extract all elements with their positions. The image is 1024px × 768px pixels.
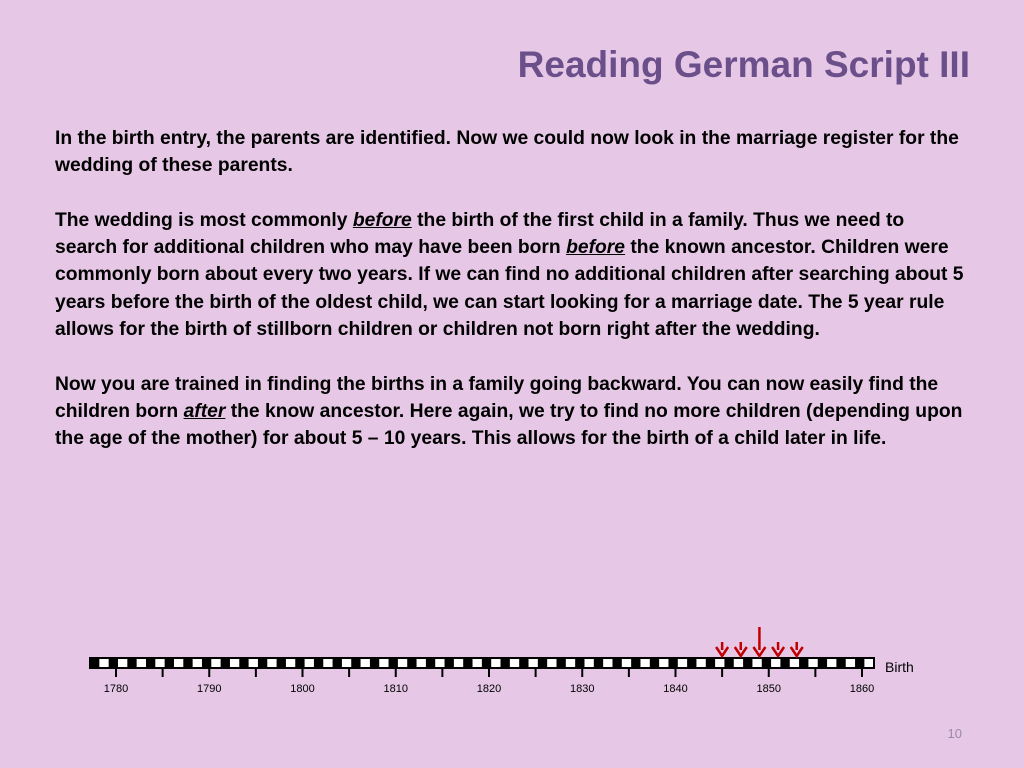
timeline-segment [463,658,472,668]
timeline-segment [482,658,491,668]
paragraph-text: Now you are trained in finding the births in a family going backward. You can now easily find the children born [55,373,939,422]
timeline-tick-labels [104,683,874,695]
timeline-segment [221,658,230,668]
timeline-segment [426,658,435,668]
paragraph-text: The wedding is most commonly [55,209,353,231]
slide-title: Reading German Script III [517,44,970,85]
timeline-segment [277,658,286,668]
timeline-segment [612,658,621,668]
timeline-segment [724,658,733,668]
timeline-segment [165,658,174,668]
timeline-segment [799,658,808,668]
paragraph-text: In the birth entry, the parents are identified. Now we could now look in the marriage register for the wedding of these parents. [55,128,959,177]
timeline-segment [762,658,771,668]
timeline-segment [202,658,211,668]
birth-label: Birth [885,659,914,675]
timeline-tick-label: 1830 [570,683,595,695]
timeline-segment [575,658,584,668]
timeline-segment [295,658,304,668]
timeline-segment [706,658,715,668]
timeline-tick-label: 1860 [849,683,875,695]
timeline-segment [407,658,416,668]
timeline-segment [445,658,454,668]
timeline-tick-label: 1820 [476,683,502,695]
timeline-tick-label: 1790 [197,683,222,695]
timeline-tick-label: 1840 [663,683,688,695]
emphasis-text: before [566,237,626,259]
timeline-segment [109,658,118,668]
paragraph-text: the known ancestor. Children were commonly born about every two years. If we can find no additional children after searching about 5 years before the birth of the oldest child, we can start looking for a marriage date. The 5 year rule allows for the birth of stillborn children or children not born right after the wedding. [55,237,964,341]
timeline-segment [90,658,99,668]
timeline-segment [333,658,342,668]
timeline-ticks [116,668,862,677]
slide-number: 10 [947,726,962,741]
emphasis-text: before [352,209,412,231]
timeline-segment [687,658,696,668]
timeline-segment [650,658,659,668]
timeline-segment [258,658,267,668]
timeline-segment [501,658,510,668]
timeline-segment [818,658,827,668]
timeline-segment [668,658,677,668]
timeline-segment [538,658,547,668]
timeline-segment [370,658,379,668]
timeline-segment [146,658,155,668]
timeline-segment [239,658,248,668]
timeline-segment [780,658,789,668]
timeline-segment [314,658,323,668]
paragraph-text: the know ancestor. Here again, we try to find no more children (depending upon the age of the mother) for about 5 – 10 years. This allows for the birth of a child later in life. [55,400,963,450]
timeline-segment [519,658,528,668]
timeline-tick-label: 1850 [756,683,781,695]
timeline-segment [836,658,845,668]
timeline-segment [183,658,192,668]
paragraph-text: the birth of the first child in a family. Thus we need to search for additional children who may have been born [55,209,905,259]
timeline-arrows [716,627,803,656]
timeline-segment [557,658,566,668]
timeline-track [90,658,874,668]
timeline-segment [351,658,360,668]
timeline-segment [594,658,603,668]
timeline-segment [743,658,752,668]
timeline-tick-label: 1800 [290,683,315,695]
timeline-segment [631,658,640,668]
timeline-tick-label: 1780 [103,683,129,695]
emphasis-text: after [183,400,226,422]
timeline-tick-label: 1810 [383,683,408,695]
timeline-segment [389,658,398,668]
timeline-segment [127,658,136,668]
timeline-segment [855,658,864,668]
